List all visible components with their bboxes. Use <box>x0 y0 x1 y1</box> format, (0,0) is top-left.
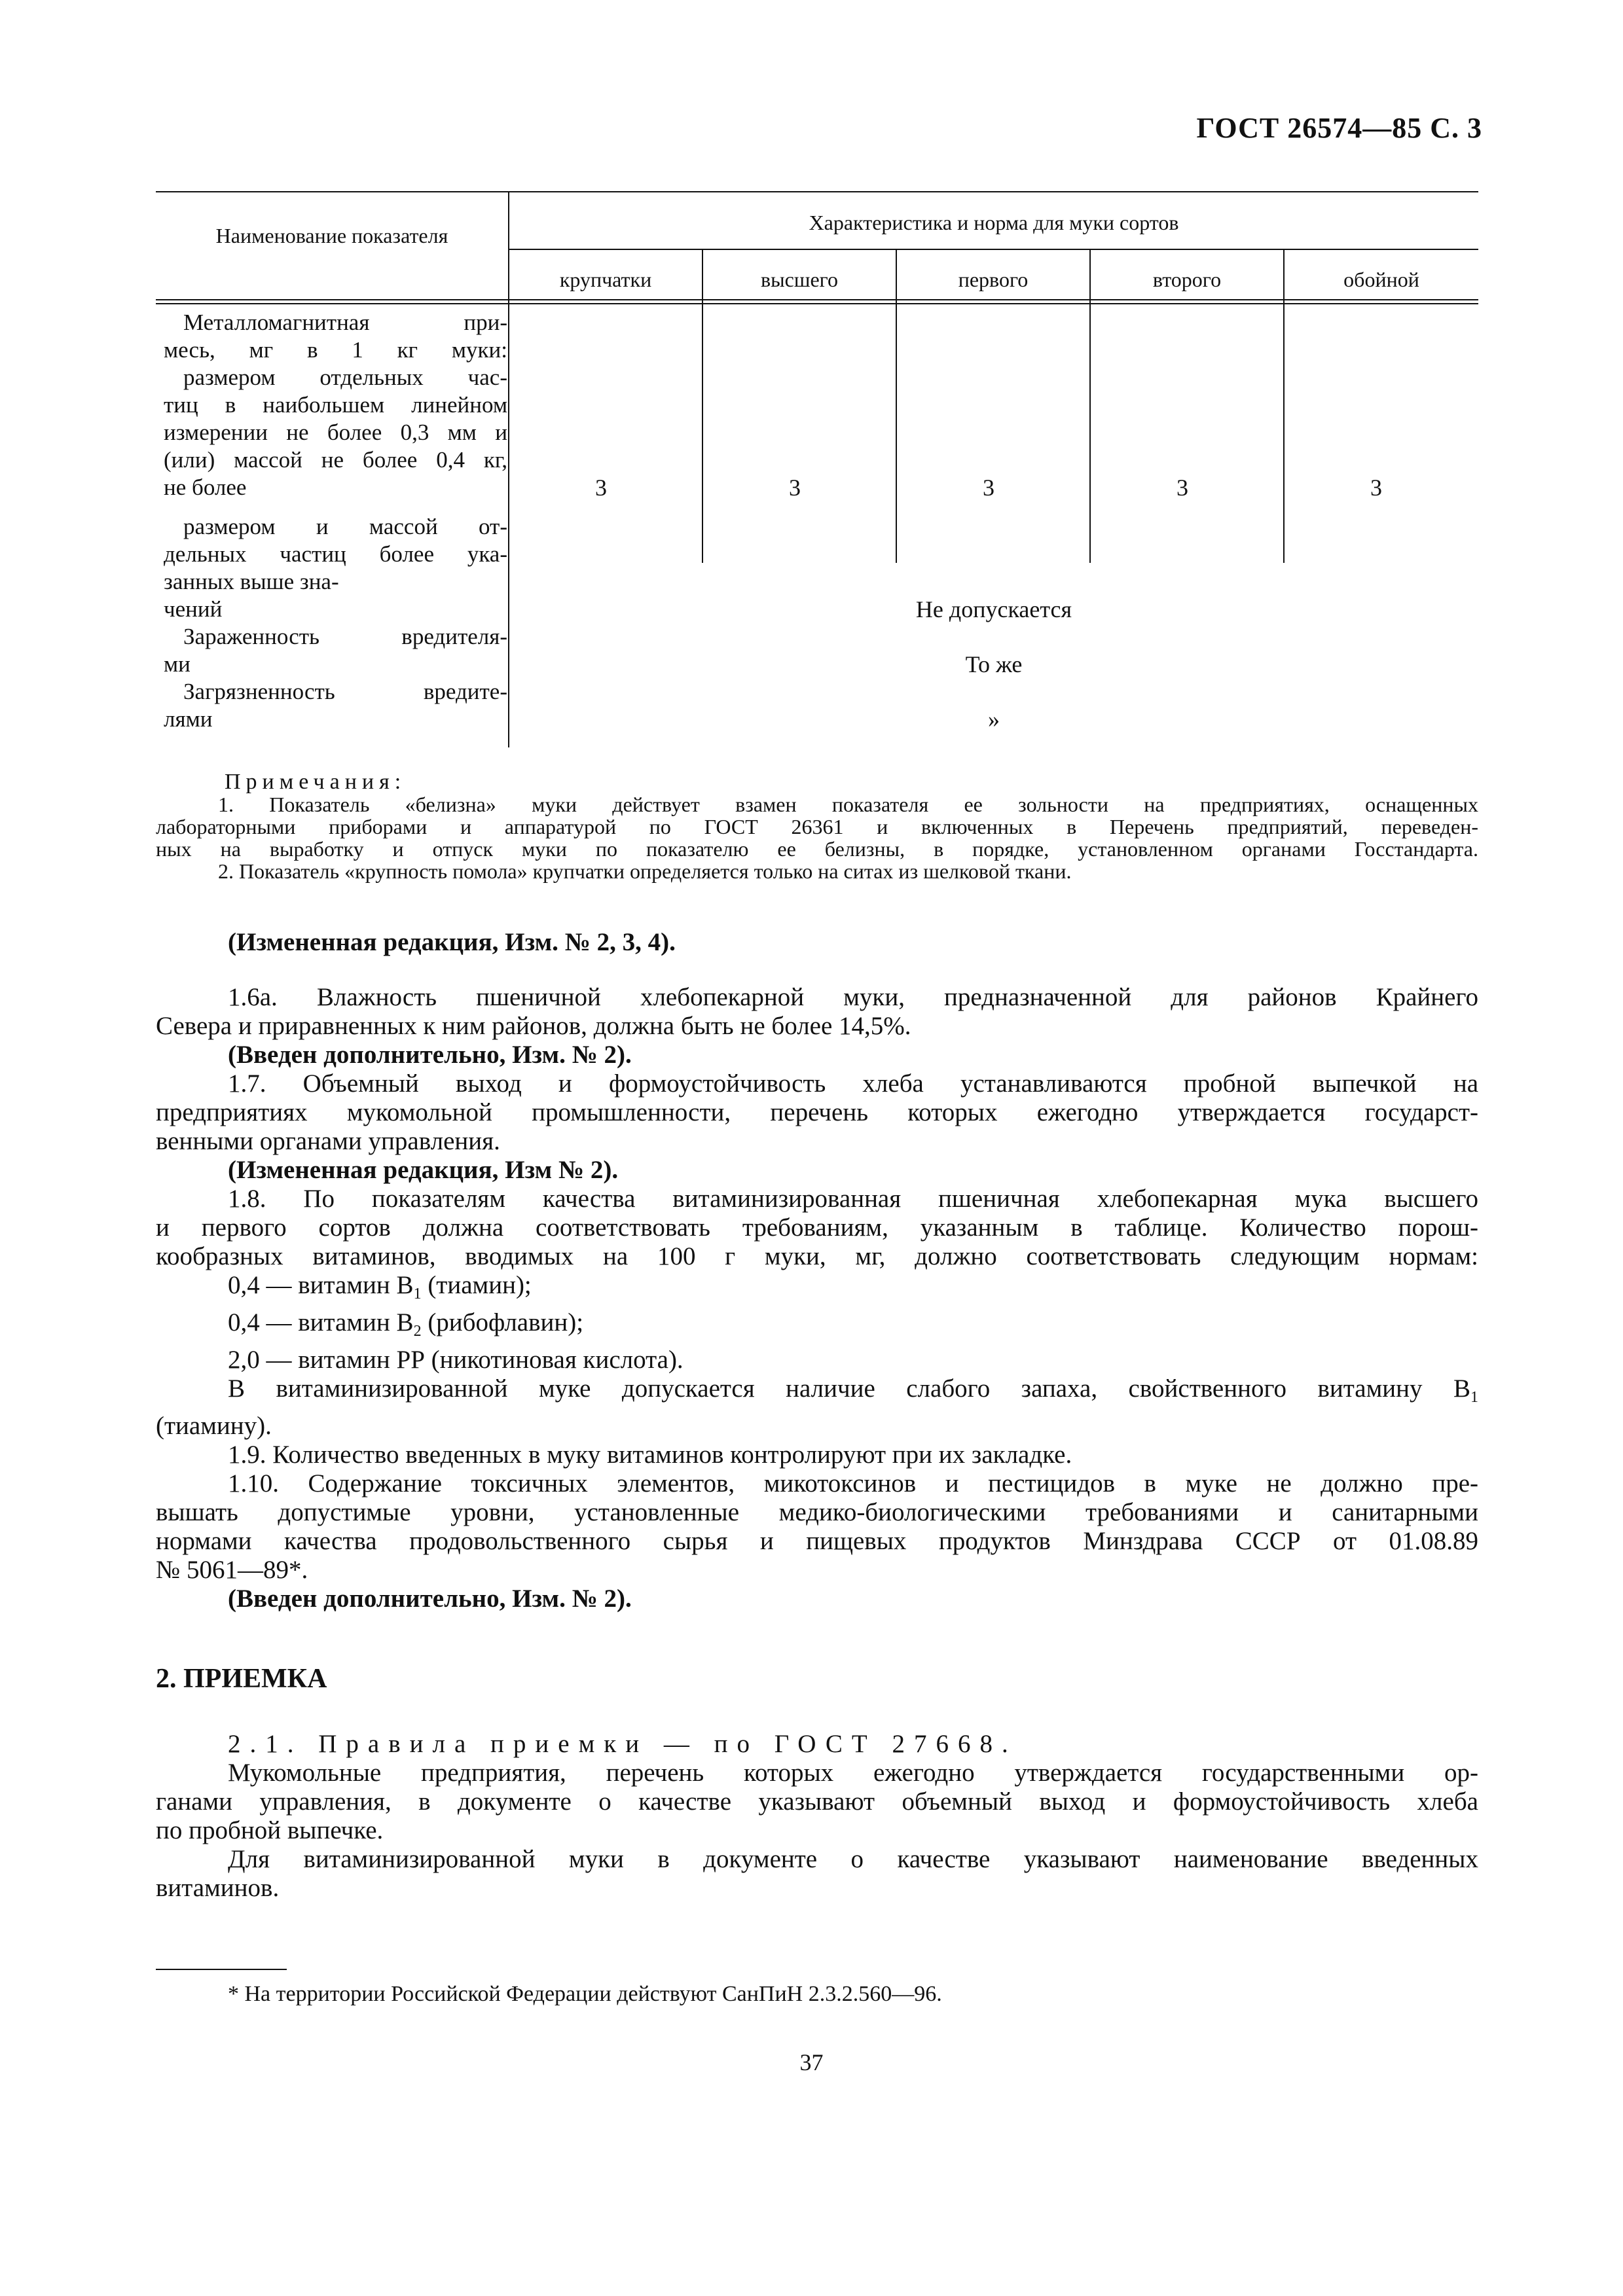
note-line: лабораторными приборами и аппаратурой по ГОСТ 26361 и включенных в Перечень предприятий, переведен- <box>156 815 1478 838</box>
amendment-note: (Введен дополнительно, Изм. № 2). <box>228 1585 632 1613</box>
table-top-rule <box>156 191 1478 192</box>
vitamin-b1-line: 0,4 — витамин $В_1$ (тиамин); <box>228 1271 532 1302</box>
paragraph-line: витаминов. <box>156 1874 280 1902</box>
paragraph-line: 1.10. Содержание токсичных элементов, микотоксинов и пестицидов в муке не должно пре- <box>228 1469 1478 1498</box>
paragraph-line: кообразных витаминов, вводимых на 100 г муки, мг, должно соответствовать следующим нормам: <box>156 1242 1478 1270</box>
label-line: измерении не более 0,3 мм и <box>164 420 507 445</box>
note-line: 1. Показатель «белизна» муки действует взамен показателя ее зольности на предприятиях, оснащенных <box>218 793 1478 816</box>
paragraph-line: 1.9. Количество введенных в муку витаминов контролируют при их закладке. <box>228 1441 1072 1469</box>
metal-value: 3 <box>983 475 994 501</box>
paragraph-line: 1.7. Объемный выход и формоустойчивость хлеба устанавливаются пробной выпечкой на <box>228 1069 1478 1098</box>
notes-title: Примечания: <box>225 770 407 794</box>
metal-value: 3 <box>595 475 607 501</box>
note-line: 2. Показатель «крупность помола» крупчатки определяется только на ситах из шелковой ткани. <box>218 859 1072 883</box>
paragraph-line: нормами качества продовольственного сырья и пищевых продуктов Минздрава СССР от 01.08.89 <box>156 1527 1478 1555</box>
label-line: размером и массой от- <box>183 514 507 539</box>
paragraph-line: Севера и приравненных к ним районов, должна быть не более 14,5%. <box>156 1012 911 1040</box>
section-title: 2. ПРИЕМКА <box>156 1664 327 1694</box>
label-line: занных выше зна- <box>164 569 339 594</box>
contamination-value: » <box>988 706 1000 732</box>
grade-header: второго <box>1152 268 1222 291</box>
row-label-contamination <box>164 678 507 733</box>
metal-value: 3 <box>1370 475 1382 501</box>
main-text <box>156 928 1478 1903</box>
amendment-note: (Измененная редакция, Изм № 2). <box>228 1156 619 1184</box>
paragraph-line: № 5061—89*. <box>156 1556 308 1584</box>
paragraph-line: по пробной выпечке. <box>156 1816 384 1844</box>
amendment-note: (Введен дополнительно, Изм. № 2). <box>228 1041 632 1069</box>
paragraph-line: Мукомольные предприятия, перечень которых ежегодно утверждается государственными ор- <box>228 1759 1478 1787</box>
label-line: не более <box>164 475 247 500</box>
table-notes <box>156 771 1478 882</box>
label-line: тиц в наибольшем линейном <box>164 392 507 418</box>
paragraph-line: предприятиях мукомольной промышленности, перечень которых ежегодно утверждается государст- <box>156 1098 1478 1126</box>
size-value: Не допускается <box>915 596 1072 622</box>
grade-header: первого <box>958 268 1029 291</box>
note-line: ных на выработку и отпуск муки по показателю ее белизны, в порядке, установленном органами Госстандарта. <box>156 837 1478 861</box>
label-line: дельных частиц более ука- <box>164 541 507 567</box>
row-label-infestation <box>164 623 507 678</box>
paragraph-line: вышать допустимые уровни, установленные медико-биологическими требованиями и санитарными <box>156 1498 1478 1526</box>
vitamin-b2-line: 0,4 — витамин $В_2$ (рибофлавин); <box>228 1308 584 1340</box>
metal-value: 3 <box>789 475 801 501</box>
label-line: ми <box>164 651 191 677</box>
paragraph-line: 2.1. Правила приемки — по ГОСТ 27668. <box>228 1730 1017 1758</box>
infestation-value: То же <box>965 651 1023 677</box>
paragraph-line: Для витаминизированной муки в документе о качестве указывают наименование введенных <box>228 1845 1478 1873</box>
table-col-divider <box>896 249 897 563</box>
metal-value: 3 <box>1176 475 1188 501</box>
table-header-rule <box>156 299 1478 304</box>
label-line: Загрязненность вредите- <box>183 679 507 704</box>
label-line: (или) массой не более 0,4 кг, <box>164 447 507 473</box>
label-line: чений <box>164 596 223 622</box>
label-line: Металломагнитная при- <box>183 310 507 335</box>
paragraph-line: ганами управления, в документе о качестве указывают объемный выход и формоустойчивость хлеба <box>156 1787 1478 1816</box>
amendment-note: (Измененная редакция, Изм. № 2, 3, 4). <box>228 928 676 956</box>
row-label-metal-impurity <box>164 309 507 501</box>
label-line: размером отдельных час- <box>183 365 507 390</box>
grade-header: высшего <box>761 268 838 291</box>
row-label-particle-size <box>164 513 507 623</box>
table-group-rule <box>509 249 1478 250</box>
table-col-divider <box>1089 249 1091 563</box>
footnote-rule <box>156 1969 287 1970</box>
paragraph-line: венными органами управления. <box>156 1127 500 1155</box>
paragraph-line: 1.8. По показателям качества витаминизированная пшеничная хлебопекарная мука высшего <box>228 1185 1478 1213</box>
page-number: 37 <box>799 2049 824 2075</box>
grade-header: крупчатки <box>559 268 652 291</box>
footnote: * На территории Российской Федерации действуют СанПиН 2.3.2.560—96. <box>228 1982 942 2006</box>
paragraph-line: 1.6а. Влажность пшеничной хлебопекарной муки, предназначенной для районов Крайнего <box>228 983 1478 1011</box>
grade-header: обойной <box>1343 268 1419 291</box>
page-header: ГОСТ 26574—85 С. 3 <box>1196 112 1482 144</box>
table-header-name: Наименование показателя <box>215 224 448 247</box>
label-line: Зараженность вредителя- <box>183 624 507 649</box>
paragraph-line: (тиамину). <box>156 1412 272 1440</box>
table-col-divider <box>702 249 703 563</box>
table-col-divider <box>1283 249 1285 563</box>
table-header-group: Характеристика и норма для муки сортов <box>809 211 1179 234</box>
label-line: лями <box>164 706 213 732</box>
vitamin-pp-line: 2,0 — витамин РР (никотиновая кислота). <box>228 1346 684 1374</box>
requirements-table <box>156 191 1478 747</box>
label-line: месь, мг в 1 кг муки: <box>164 337 507 363</box>
paragraph-line: В витаминизированной муке допускается наличие слабого запаха, свойственного витамину $В_1$ <box>228 1374 1478 1406</box>
paragraph-line: и первого сортов должна соответствовать требованиям, указанным в таблице. Количество порош- <box>156 1213 1478 1242</box>
